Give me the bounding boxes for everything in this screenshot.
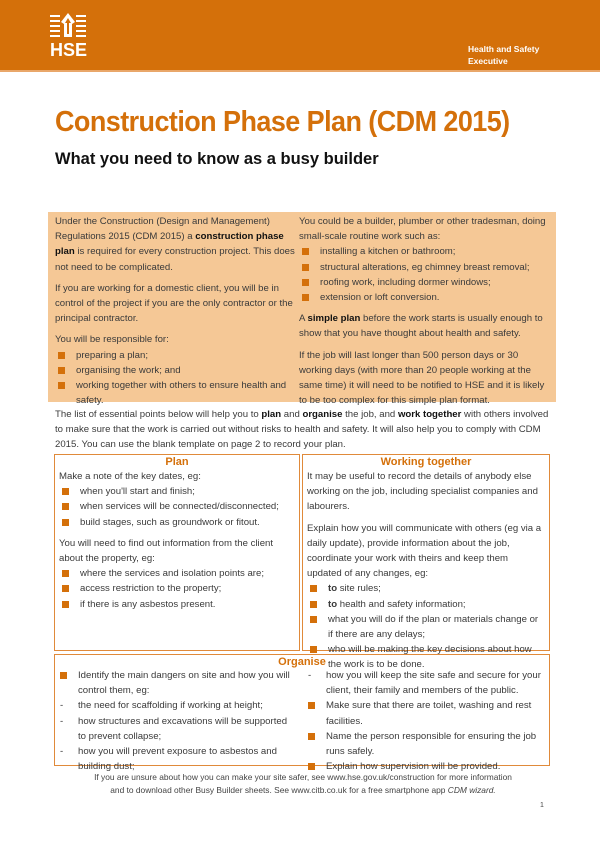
page-header xyxy=(0,0,600,72)
plan-panel: Plan Make a note of the key dates, eg: when you'll start and finish; when services will be connected/disconnected; build stages, such as groundwork or fitout. You will need to find out information from the client about the property, eg: where the services and isolation points are; access restriction to the property; if there is any asbestos present. xyxy=(54,454,300,651)
list-item: preparing a plan; xyxy=(55,348,297,363)
intro-paragraph: Under the Construction (Design and Management) Regulations 2015 (CDM 2015) a construction phase plan is required for every construction project. This does not need to be complicated. xyxy=(55,216,295,273)
work-type-list xyxy=(299,244,553,305)
organise-panel xyxy=(54,654,550,773)
intro-left-column xyxy=(55,214,297,408)
responsibility-list xyxy=(55,348,297,409)
property-info-list xyxy=(59,566,295,612)
panel-title: Plan xyxy=(165,456,189,468)
organise-right-list xyxy=(305,668,545,774)
list-item: Make sure that there are toilet, washing and rest facilities. xyxy=(305,698,545,728)
list-item: where the services and isolation points are; xyxy=(59,566,295,581)
organisation-name: Health and Safety Executive xyxy=(468,44,540,66)
list-item: Identify the main dangers on site and how you will control them, eg: xyxy=(57,668,297,698)
list-item: when you'll start and finish; xyxy=(59,484,295,499)
working-together-panel: Working together It may be useful to record the details of anybody else working on the job, including specialist companies and labourers. Explain how you will communicate with others (eg via a daily update), provide information about the job, coordinate your work with theirs and keep them updated of any changes, eg: to site rules; to health and safety information; what you will do if the plan or materials change or if there are any delays; who will be making the key decisions about how the work is to be done. xyxy=(302,454,550,651)
intro-paragraph: If the job will last longer than 500 person days or 30 working days (with more than 20 people working at the same time) it will need to be notified to HSE and it is likely to be too complex for this simple plan format. xyxy=(299,349,545,407)
logo-text: HSE xyxy=(50,40,88,60)
intro-paragraph: If you are working for a domestic client, you will be in control of the project if you are the only contractor or the principal contractor. xyxy=(55,282,293,325)
list-item: - how you will keep the site safe and secure for your client, their family and members of the public. xyxy=(305,668,545,698)
list-item: when services will be connected/disconnected; xyxy=(59,499,295,514)
list-item: to site rules; xyxy=(307,581,545,596)
list-item: to health and safety information; xyxy=(307,597,545,612)
list-item: installing a kitchen or bathroom; xyxy=(299,244,553,259)
list-item: working together with others to ensure health and safety. xyxy=(55,378,297,408)
hse-emblem-icon xyxy=(50,12,86,40)
intro-paragraph: A simple plan before the work starts is usually enough to show that you have thought about health and safety. xyxy=(299,313,543,340)
list-item: structural alterations, eg chimney breast removal; xyxy=(299,260,553,275)
list-item: organising the work; and xyxy=(55,363,297,378)
organise-left-list xyxy=(57,668,297,774)
list-item: - the need for scaffolding if working at height; xyxy=(57,698,297,713)
list-item: if there is any asbestos present. xyxy=(59,597,295,612)
list-item: extension or loft conversion. xyxy=(299,290,553,305)
list-item: build stages, such as groundwork or fitout. xyxy=(59,515,295,530)
panel-title: Organise xyxy=(278,656,326,668)
intro-right-column xyxy=(299,214,553,414)
page-title: Construction Phase Plan (CDM 2015) xyxy=(55,106,510,138)
list-item: Explain how supervision will be provided. xyxy=(305,759,545,774)
footer-note: If you are unsure about how you can make your site safer, see www.hse.gov.uk/construction for more information and to download other Busy Builder sheets. See www.citb.co.uk for a free smartphone app CDM wizard. xyxy=(94,772,512,795)
list-item: what you will do if the plan or materials change or if there are any delays; xyxy=(307,612,545,642)
list-item: roofing work, including dormer windows; xyxy=(299,275,553,290)
hse-logo xyxy=(50,12,86,62)
key-dates-list xyxy=(59,484,295,530)
intro-paragraph: You will be responsible for: xyxy=(55,334,169,346)
list-item: - how you will prevent exposure to asbestos and building dust; xyxy=(57,744,297,774)
panel-title: Working together xyxy=(380,456,472,468)
list-item: - how structures and excavations will be supported to prevent collapse; xyxy=(57,714,297,744)
page-subtitle: What you need to know as a busy builder xyxy=(55,150,379,168)
page-number: 1 xyxy=(540,802,544,809)
list-item: Name the person responsible for ensuring the job runs safely. xyxy=(305,729,545,759)
intro-paragraph: You could be a builder, plumber or other tradesman, doing small-scale routine work such as: xyxy=(299,216,546,243)
list-item: who will be making the key decisions about how the work is to be done. xyxy=(307,642,545,672)
intro-box xyxy=(48,212,556,407)
list-item: access restriction to the property; xyxy=(59,581,295,596)
lead-paragraph: The list of essential points below will help you to plan and organise the job, and work together with others involved to make sure that the work is carried out without risks to health and safety. It will also help you to comply with CDM 2015. You can use the blank template on page 2 to record your plan. xyxy=(55,409,549,451)
